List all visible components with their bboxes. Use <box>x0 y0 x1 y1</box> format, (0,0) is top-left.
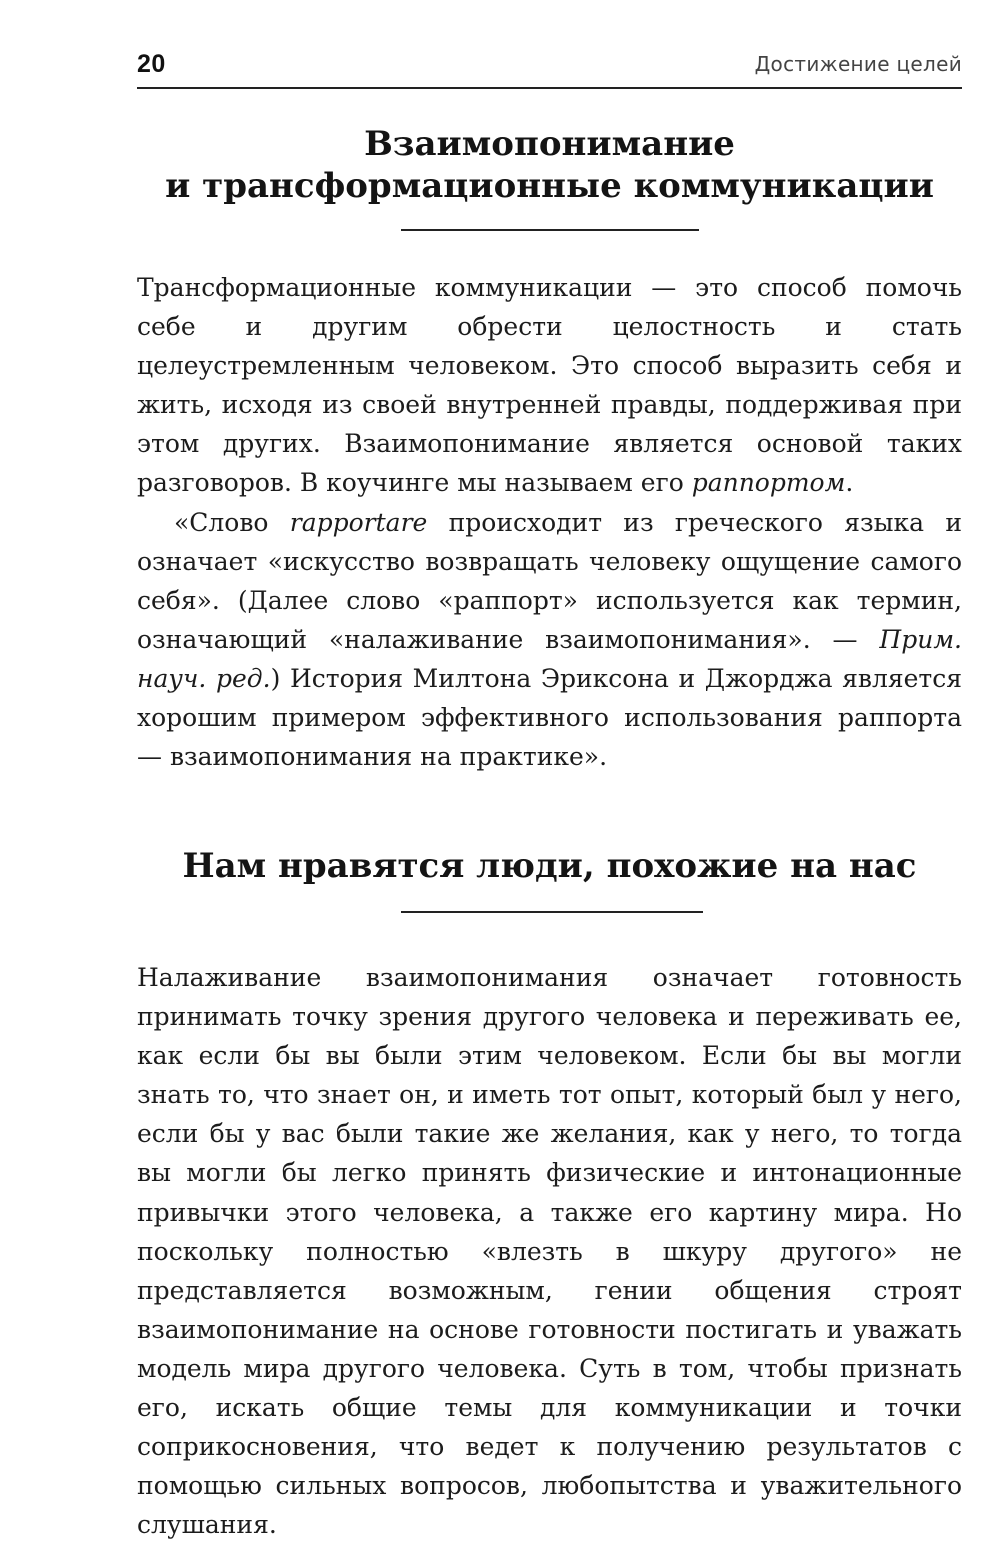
section-heading-line-2: и трансформационные коммуникации <box>165 166 934 206</box>
editor-note: Прим. науч. ред. <box>137 624 962 693</box>
heading-underline-rule <box>401 911 703 913</box>
paragraph-text: ) История Милтона Эриксона и Джорджа является хорошим примером эффективного использования раппорта — взаимопонимания на практике». <box>137 663 962 772</box>
section-body-similar-people <box>137 958 962 1544</box>
header-rule <box>137 87 962 89</box>
italic-term-rapportare: rapportare <box>289 507 428 537</box>
heading-underline-rule <box>401 229 699 231</box>
section-body-rapport <box>137 268 962 776</box>
section-heading-similar-people: Нам нравятся люди, похожие на нас <box>182 846 917 886</box>
paragraph-text: «Слово <box>174 507 290 537</box>
paragraph-transformational-communication <box>137 268 962 503</box>
running-title: Достижение целей <box>754 52 962 76</box>
section-heading-rapport <box>137 123 962 207</box>
italic-term-rapport: раппортом <box>691 468 846 498</box>
page-number: 20 <box>137 50 166 78</box>
paragraph-building-rapport: Налаживание взаимопонимания означает готовность принимать точку зрения другого человека и переживать ее, как если бы вы были этим человеком. Если бы вы могли знать то, что знает он, и иметь тот опыт, который был у него, если бы у вас были такие же желания, как у него, то тогда вы могли бы легко принять физические и интонационные привычки этого человека, а также его картину мира. Но поскольку полностью «влезть в шкуру другого» не представляется возможным, гении общения строят взаимопонимание на основе готовности постигать и уважать модель мира другого человека. Суть в том, чтобы признать его, искать общие темы для коммуникации и точки соприкосновения, что ведет к получению результатов с помощью сильных вопросов, любопытства и уважительного слушания. <box>137 963 962 1540</box>
paragraph-text: Трансформационные коммуникации — это способ помочь себе и другим обрести целостность и стать целеустремленным человеком. Это способ выразить себя и жить, исходя из своей внутренней правды, поддерживая при этом других. Взаимопонимание является основой таких разговоров. В коучинге мы называем его <box>137 273 962 498</box>
section-heading-line-1: Взаимопонимание <box>364 124 735 164</box>
paragraph-text: . <box>845 468 854 498</box>
running-head <box>137 44 962 84</box>
paragraph-text: происходит из греческого языка и означает «искусство возвращать человеку ощущение самого себя». (Далее слово «раппорт» используется как термин, означающий «налаживание взаимопонимания». — <box>137 507 962 654</box>
paragraph-rapportare-quote <box>137 503 962 777</box>
